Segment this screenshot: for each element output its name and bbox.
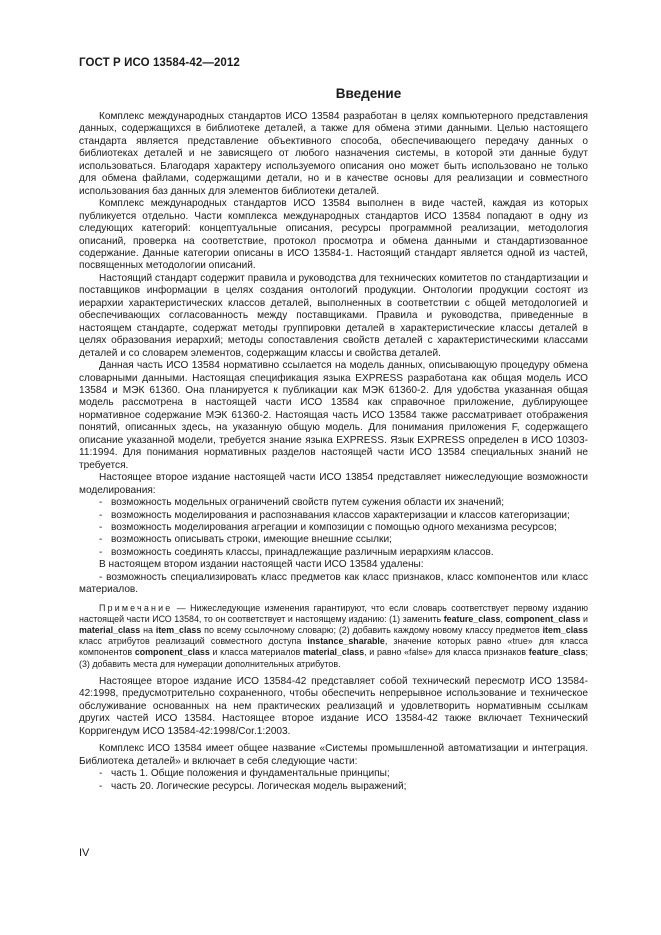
paragraph: Настоящее второе издание настоящей части ИСО 13854 представляет нижеследующие возможности моделирования: <box>79 472 588 496</box>
list-item: - возможность моделирования агрегации и композиции с помощью одного механизма ресурсов; <box>99 521 557 533</box>
list-item: - часть 20. Логические ресурсы. Логическая модель выражений; <box>99 780 407 792</box>
note-label: Примечание <box>99 602 173 613</box>
page-number: IV <box>79 847 90 859</box>
section-title: Введение <box>335 86 402 101</box>
parts-list <box>79 768 588 793</box>
features-list <box>79 497 588 559</box>
paragraph: Данная часть ИСО 13584 нормативно ссылается на модель данных, описывающую процедуру обмена словарными данными. Настоящая спецификация языка EXPRESS разработана как общая модель ИСО 13584 и МЭК 61360. Она планируется к публикации как МЭК 61360-2. Для удобства указанная общая модель рассмотрена в настоящей части ИСО 13584 как справочное приложение, дублирующее нормативное содержание МЭК 61360-2. Настоящая часть ИСО 13584 также рассматривает отображения понятий, описанных здесь, на указанную общую модель. Для понимания приложения F, содержащего описание указанной модели, требуется знание языка EXPRESS. Язык EXPRESS определен в ИСО 10303-11:1994. Для понимания нормативных разделов настоящей части ИСО 13584 специальных знаний не требуется. <box>79 360 588 471</box>
paragraph: Настоящий стандарт содержит правила и руководства для технических комитетов по стандартизации и поставщиков информации в целях создания онтологий продукции. Онтологии продукции состоят из иерархии характеристических классов деталей, выполненных в соответствии с общей методологией и обеспечивающих согласованность между поставщиками. Правила и руководства, приведенные в настоящем стандарте, содержат методы группировки деталей в характеристические классы деталей в целях образования иерархий; методы сопоставления свойств деталей с характеристическими классами деталей и со словарем элементов, содержащим классы и свойства деталей. <box>79 272 588 359</box>
note-block: Примечание — Нижеследующие изменения гарантируют, что если словарь соответствует первому изданию настоящей части ИСО 13584, то он соответствует и настоящему изданию: (1) заменить feature_class, component_class и material_class на item_class по всему ссылочному словарю; (2) добавить каждому новому классу предметов item_class класс атрибутов реализаций совместного доступа instance_sharable, значение которых равно «true» для класса компонентов component_class и класса материалов material_class, и равно «false» для класса признаков feature_class; (3) добавить места для нумерации дополнительных атрибутов. <box>79 602 588 669</box>
list-item: - возможность моделирования и распознавания классов характеризации и классов категоризации; <box>99 509 570 521</box>
paragraph: Комплекс международных стандартов ИСО 13584 разработан в целях компьютерного представления данных, содержащихся в библиотеке деталей, а также для обмена этими данными. Целью настоящего стандарта является представление объективного способа, обеспечивающего передачу данных о библиотеках деталей и не зависящего от любого назначения системы, в которой эти данные будут использоваться. Благодаря характеру используемого описания оно может быть использовано не только для обмена файлами, содержащими детали, но и в качестве основы для реализации и совместного использования баз данных для элементов библиотеки деталей. <box>79 111 588 197</box>
list-item: - возможность специализировать класс предметов как класс признаков, класс компонентов или класс материалов. <box>79 571 589 596</box>
paragraph: Комплекс международных стандартов ИСО 13584 выполнен в виде частей, каждая из которых публикуется отдельно. Части комплекса международных стандартов ИСО 13584 попадают в одну из следующих категорий: концептуальные описания, ресурсы программной реализации, методология описаний, проверка на соответствие, протокол просмотра и обмена данными и стандартизованное содержание. Данные категории описаны в ИСО 13584-1. Настоящий стандарт является одной из частей, посвященных методологии описаний. <box>79 198 588 272</box>
paragraph: В настоящем втором издании настоящей части ИСО 13584 удалены: <box>99 559 424 571</box>
document-body <box>79 111 588 793</box>
document-header: ГОСТ Р ИСО 13584-42—2012 <box>79 57 240 69</box>
list-item: - возможность модельных ограничений свойств путем сужения области их значений; <box>99 497 505 509</box>
list-item: - часть 1. Общие положения и фундаментальные принципы; <box>99 768 390 780</box>
paragraph: Настоящее второе издание ИСО 13584-42 представляет собой технический пересмотр ИСО 13584-42:1998, предусмотрительно сохраненного, чтобы обеспечить непрерывное использование и техническое обслуживание основанных на нем практических реализаций и удовлетворить нормативным ссылкам других частей ИСО 13584. Настоящее второе издание ИСО 13584-42 также включает Технический Корригендум ИСО 13584-42:1998/Cor.1:2003. <box>79 675 588 737</box>
paragraph: Комплекс ИСО 13584 имеет общее название «Системы промышленной автоматизации и интеграция. Библиотека деталей» и включает в себя следующие части: <box>79 743 588 767</box>
list-item: - возможность описывать строки, имеющие внешние ссылки; <box>99 534 392 546</box>
list-item: - возможность соединять классы, принадлежащие различным иерархиям классов. <box>99 546 494 558</box>
